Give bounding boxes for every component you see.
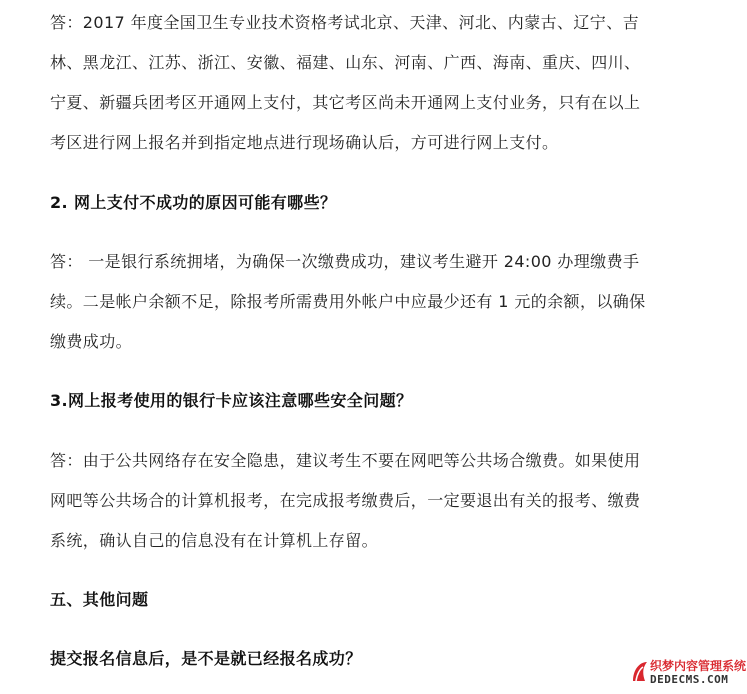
paragraph-line: 缴费成功。 <box>50 332 133 351</box>
section-heading-q3: 3.网上报考使用的银行卡应该注意哪些安全问题？ <box>50 391 413 410</box>
watermark <box>627 654 747 690</box>
dedecms-logo-icon <box>630 659 650 685</box>
section-heading-other: 五、其他问题 <box>50 590 149 609</box>
paragraph-line: 网吧等公共场合的计算机报考，在完成报考缴费后，一定要退出有关的报考、缴费 <box>50 491 641 510</box>
paragraph-line: 林、黑龙江、江苏、浙江、安徽、福建、山东、河南、广西、海南、重庆、四川、 <box>50 53 641 72</box>
paragraph-line: 宁夏、新疆兵团考区开通网上支付，其它考区尚未开通网上支付业务，只有在以上 <box>50 93 641 112</box>
watermark-subtitle: DEDECMS.COM <box>650 673 729 686</box>
question-heading: 提交报名信息后，是不是就已经报名成功？ <box>50 649 362 668</box>
paragraph-line: 答： 一是银行系统拥堵，为确保一次缴费成功，建议考生避开 24:00 办理缴费手 <box>50 252 640 271</box>
paragraph-line: 答：由于公共网络存在安全隐患，建议考生不要在网吧等公共场合缴费。如果使用 <box>50 451 641 470</box>
paragraph-line: 答：2017 年度全国卫生专业技术资格考试北京、天津、河北、内蒙古、辽宁、吉 <box>50 13 640 32</box>
section-heading-q2: 2. 网上支付不成功的原因可能有哪些？ <box>50 193 337 212</box>
watermark-title: 织梦内容管理系统 <box>650 659 747 673</box>
paragraph-line: 考区进行网上报名并到指定地点进行现场确认后，方可进行网上支付。 <box>50 133 559 152</box>
paragraph-line: 续。二是帐户余额不足，除报考所需费用外帐户中应最少还有 1 元的余额，以确保 <box>50 292 646 311</box>
paragraph-line: 系统，确认自己的信息没有在计算机上存留。 <box>50 531 379 550</box>
